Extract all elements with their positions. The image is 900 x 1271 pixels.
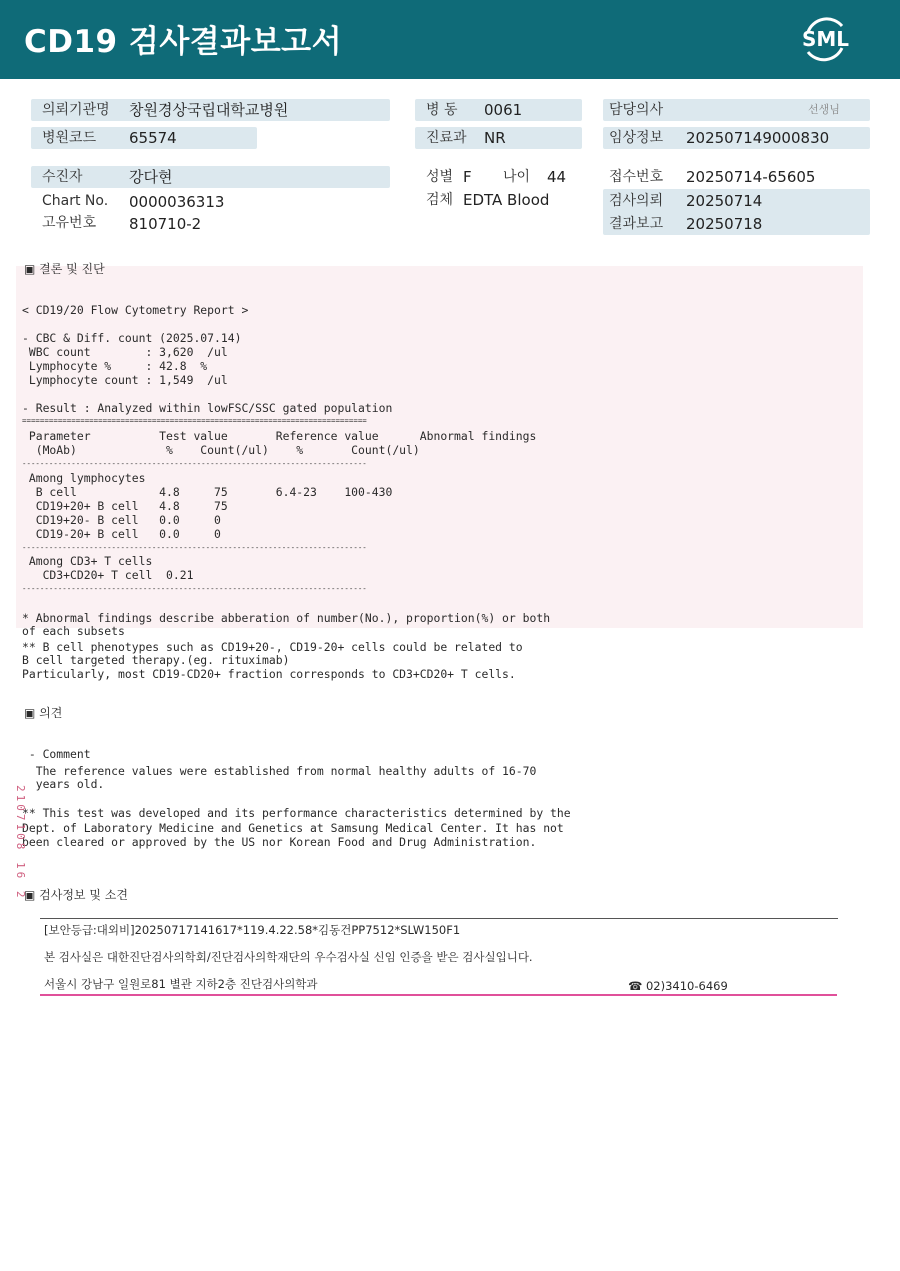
double-rule: ============================================================================= (22, 416, 367, 425)
report-label: 결과보고 (609, 216, 664, 232)
unique-label: 고유번호 (42, 215, 97, 231)
divider (40, 918, 838, 919)
table-row: CD19+20+ B cell 4.8 75 (22, 499, 228, 513)
hospital-code-value: 65574 (129, 129, 177, 147)
footnote-line: * Abnormal findings describe abberation of number(No.), proportion(%) or both (22, 611, 551, 625)
cbc-line: Lymphocyte count : 1,549 /ul (22, 373, 228, 387)
hospital-code-label: 병원코드 (42, 130, 97, 146)
table-row: CD3+CD20+ T cell 0.21 (22, 568, 194, 582)
institution-value: 창원경상국립대학교병원 (129, 101, 289, 119)
phone-line: ☎ 02)3410-6469 (628, 979, 728, 993)
doctor-label: 담당의사 (609, 102, 664, 118)
footnote-line: Particularly, most CD19-CD20+ fraction corresponds to CD3+CD20+ T cells. (22, 667, 516, 681)
disclaimer-line: Dept. of Laboratory Medicine and Genetics at Samsung Medical Center. It has not (22, 821, 564, 835)
comment-line: years old. (22, 777, 105, 791)
pink-divider (40, 994, 837, 996)
chart-value: 0000036313 (129, 193, 225, 211)
sml-logo-icon (798, 12, 852, 66)
disclaimer-line: ** This test was developed and its performance characteristics determined by the (22, 806, 571, 820)
table-row: CD19+20- B cell 0.0 0 (22, 513, 221, 527)
table-header-line: Parameter Test value Reference value Abnormal findings (22, 429, 537, 443)
ward-label: 병 동 (426, 102, 458, 118)
address-line: 서울시 강남구 일원로81 별관 지하2층 진단검사의학과 (44, 977, 318, 991)
report-header (0, 0, 900, 79)
sex-value: F (463, 168, 472, 186)
sex-label: 성별 (426, 169, 454, 185)
comment-line: The reference values were established from normal healthy adults of 16-70 (22, 764, 537, 778)
dept-value: NR (484, 129, 506, 147)
receipt-label: 접수번호 (609, 169, 664, 185)
report-title: CD19 검사결과보고서 (24, 24, 343, 60)
patient-value: 강다현 (129, 168, 173, 186)
chart-label: Chart No. (42, 193, 109, 209)
footnote-line: B cell targeted therapy.(eg. rituximab) (22, 653, 290, 667)
institution-label: 의뢰기관명 (42, 102, 110, 118)
result-title: - Result : Analyzed within lowFSC/SSC gated population (22, 401, 393, 415)
age-label: 나이 (503, 169, 531, 185)
footnote-line: ** B cell phenotypes such as CD19+20-, CD19-20+ cells could be related to (22, 640, 523, 654)
footnote-line: of each subsets (22, 624, 125, 638)
dash-rule: ----------------------------------------------------------------------------- (22, 543, 367, 552)
table-row: Among CD3+ T cells (22, 554, 153, 568)
table-row: Among lymphocytes (22, 471, 146, 485)
clinical-label: 임상정보 (609, 130, 664, 146)
comment-line: - Comment (22, 747, 91, 761)
cbc-line: WBC count : 3,620 /ul (22, 345, 228, 359)
request-label: 검사의뢰 (609, 193, 664, 209)
specimen-value: EDTA Blood (463, 191, 550, 209)
table-row: B cell 4.8 75 6.4-23 100-430 (22, 485, 393, 499)
patient-label: 수진자 (42, 169, 83, 185)
table-header-line: (MoAb) % Count(/ul) % Count(/ul) (22, 443, 420, 457)
ward-value: 0061 (484, 101, 523, 119)
disclaimer-line: been cleared or approved by the US nor Korean Food and Drug Administration. (22, 835, 537, 849)
doctor-suffix: 선생님 (808, 103, 840, 116)
logo-text: SML (802, 27, 850, 51)
security-line: [보안등급:대외비]20250717141617*119.4.22.58*김동건PP7512*SLW150F1 (44, 923, 461, 937)
cbc-line: Lymphocyte % : 42.8 % (22, 359, 208, 373)
section-conclusion: ▣ 결론 및 진단 (24, 262, 105, 276)
specimen-label: 검체 (426, 192, 454, 208)
request-value: 20250714 (686, 192, 763, 210)
report-subtitle: < CD19/20 Flow Cytometry Report > (22, 303, 249, 317)
certification-line: 본 검사실은 대한진단검사의학회/진단검사의학재단의 우수검사실 신임 인증을 받은 검사실입니다. (44, 950, 533, 964)
dash-rule: ----------------------------------------------------------------------------- (22, 584, 367, 593)
receipt-value: 20250714-65605 (686, 168, 816, 186)
section-opinion: ▣ 의견 (24, 706, 63, 720)
section-test-info: ▣ 검사정보 및 소견 (24, 888, 128, 902)
patient-row (31, 166, 390, 188)
unique-value: 810710-2 (129, 215, 202, 233)
age-value: 44 (547, 168, 567, 186)
dash-rule: ----------------------------------------------------------------------------- (22, 459, 367, 468)
report-value: 20250718 (686, 215, 763, 233)
clinical-value: 202507149000830 (686, 129, 830, 147)
side-stamp: 2107108 16 2 (14, 785, 27, 901)
dept-label: 진료과 (426, 130, 467, 146)
table-row: CD19-20+ B cell 0.0 0 (22, 527, 221, 541)
cbc-title: - CBC & Diff. count (2025.07.14) (22, 331, 242, 345)
